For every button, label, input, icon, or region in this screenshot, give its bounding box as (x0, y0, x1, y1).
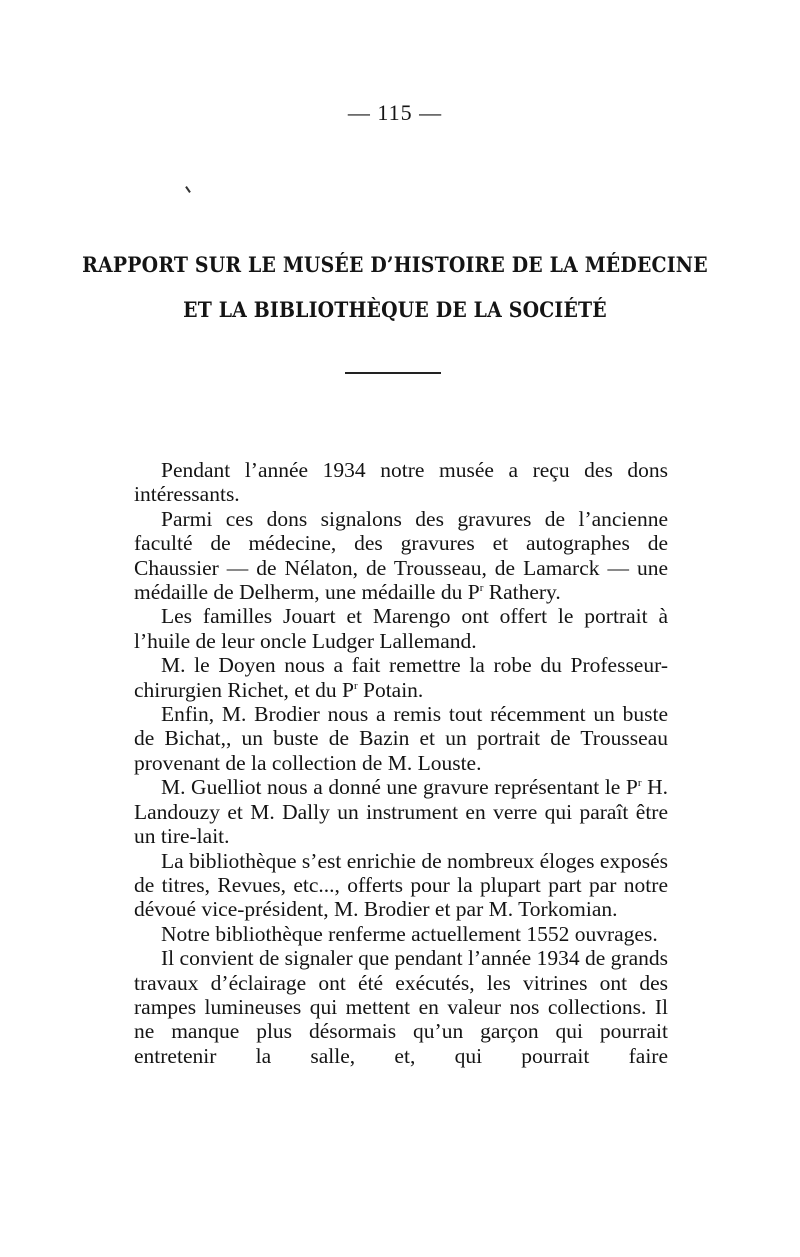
paragraph-text: Rathery. (483, 580, 561, 605)
paragraph: Enfin, M. Brodier nous a remis tout récemment un buste de Bichat,, un buste de Bazin et un portrait de Trousseau provenant de la collection de M. Louste. (134, 702, 668, 775)
paragraph-text: H. Landouzy et M. Dally un instrument en verre qui paraît être un tire-lait. (134, 775, 669, 849)
paragraph: Pendant l’année 1934 notre musée a reçu des dons intéressants. (134, 458, 668, 507)
paragraph (134, 653, 668, 702)
superscript: r (353, 679, 358, 692)
stray-ink-mark (185, 186, 191, 193)
paragraph-text: M. le Doyen nous a fait remettre la robe du Professeur-chirurgien Richet, et du P (134, 653, 668, 702)
paragraph: Les familles Jouart et Marengo ont offert le portrait à l’huile de leur oncle Ludger Lallemand. (134, 604, 668, 653)
paragraph: La bibliothèque s’est enrichie de nombreux éloges exposés de titres, Revues, etc..., offerts pour la plupart part par notre dévoué vice-président, M. Brodier et par M. Torkomian. (134, 848, 668, 922)
paragraph: Notre bibliothèque renferme actuellement 1552 ouvrages. (161, 921, 658, 946)
paragraph-text: Parmi ces dons signalons des gravures de l’ancienne faculté de médecine, des gravures et autographes de Chaussier — de Nélaton, de Trousseau, de Lamarck — une médaille de Delherm, une médaille du P (134, 506, 668, 605)
superscript: r (637, 777, 642, 790)
paragraph (134, 507, 668, 605)
document-title-line-2: ET LA BIBLIOTHÈQUE DE LA SOCIÉTÉ (183, 297, 607, 322)
paragraph (134, 775, 668, 848)
paragraph-text: M. Guelliot nous a donné une gravure représentant le P (161, 775, 638, 800)
body-text (134, 458, 668, 1068)
title-divider (345, 372, 441, 374)
paragraph-text: Potain. (357, 677, 424, 702)
superscript: r (479, 582, 484, 595)
page-number: — 115 — (347, 100, 443, 125)
document-title-line-1: RAPPORT SUR LE MUSÉE D’HISTOIRE DE LA MÉDECINE (82, 252, 708, 277)
paragraph: Il convient de signaler que pendant l’année 1934 de grands travaux d’éclairage ont été exécutés, les vitrines ont des rampes lumineuses qui mettent en valeur nos collections. Il ne manque plus désormais qu’un garçon qui pourrait entretenir la salle, et, qui pourrait faire (134, 946, 668, 1068)
